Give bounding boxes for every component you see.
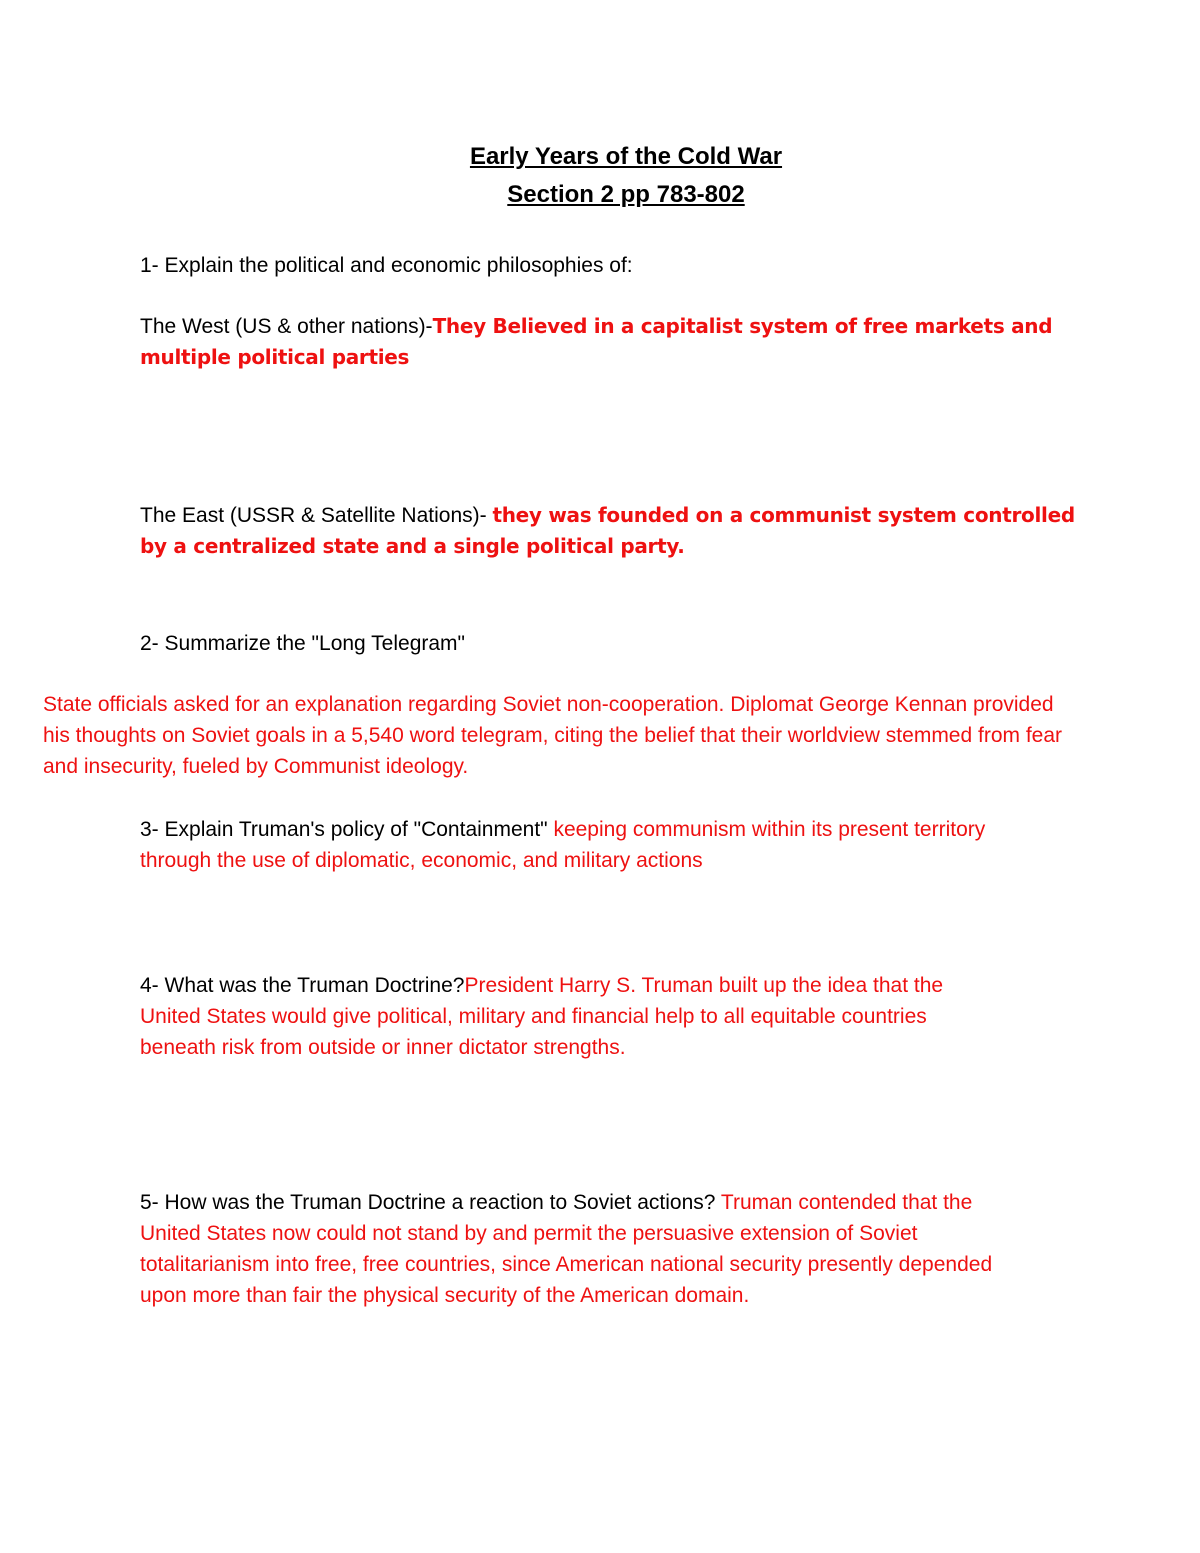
question-1-prompt [140, 250, 1130, 281]
west-answer-line-1: They Believed in a capitalist system of free markets and [432, 314, 1053, 338]
east-line-1 [140, 500, 1130, 531]
question-3-text: 3- Explain Truman's policy of "Containment" [140, 818, 554, 841]
q4-answer-line-1: President Harry S. Truman built up the idea that the [464, 974, 944, 997]
question-5 [140, 1187, 1140, 1311]
question-3 [140, 814, 1130, 876]
q2-answer-line-3: and insecurity, fueled by Communist ideology. [43, 755, 469, 778]
east-answer-line-1: they was founded on a communist system controlled [492, 503, 1075, 527]
q5-answer-line-4: upon more than fair the physical security of the American domain. [140, 1284, 750, 1307]
q4-line-1 [140, 970, 1130, 1001]
east-line-2 [140, 531, 1130, 562]
west-line-2 [140, 342, 1130, 373]
question-1-text: 1- Explain the political and economic philosophies of: [140, 254, 633, 277]
q3-answer-line-2: through the use of diplomatic, economic, and military actions [140, 849, 703, 872]
q3-answer-line-1: keeping communism within its present territory [553, 818, 986, 841]
west-answer-line-2: multiple political parties [140, 345, 410, 369]
question-4 [140, 970, 1130, 1063]
west-line-1 [140, 311, 1130, 342]
q3-line-1 [140, 814, 1130, 845]
q5-answer-line-1: Truman contended that the [720, 1191, 973, 1214]
document-subtitle: Section 2 pp 783-802 [507, 181, 745, 208]
q5-answer-line-2: United States now could not stand by and permit the persuasive extension of Soviet [140, 1222, 918, 1245]
q5-line-1 [140, 1187, 1140, 1218]
q2-answer-line-2: his thoughts on Soviet goals in a 5,540 word telegram, citing the belief that their worldview stemmed from fear [43, 724, 1063, 747]
question-1-west [140, 311, 1130, 373]
q4-answer-line-3: beneath risk from outside or inner dictator strengths. [140, 1036, 626, 1059]
question-4-text: 4- What was the Truman Doctrine? [140, 974, 465, 997]
q4-answer-line-2: United States would give political, military and financial help to all equitable countries [140, 1005, 927, 1028]
q5-answer-line-3: totalitarianism into free, free countries, since American national security presently depended [140, 1253, 993, 1276]
document-title: Early Years of the Cold War [469, 143, 783, 170]
question-2-answer [43, 689, 1195, 782]
east-answer-line-2: by a centralized state and a single political party. [140, 534, 685, 558]
east-label: The East (USSR & Satellite Nations)- [140, 504, 493, 527]
question-2-text: 2- Summarize the "Long Telegram" [140, 632, 466, 655]
question-2-prompt [140, 628, 1130, 659]
question-5-text: 5- How was the Truman Doctrine a reaction to Soviet actions? [140, 1191, 721, 1214]
west-label: The West (US & other nations)- [140, 315, 433, 338]
q2-answer-line-1: State officials asked for an explanation regarding Soviet non-cooperation. Diplomat George Kennan provided [43, 693, 1054, 716]
question-1-east [140, 500, 1130, 562]
